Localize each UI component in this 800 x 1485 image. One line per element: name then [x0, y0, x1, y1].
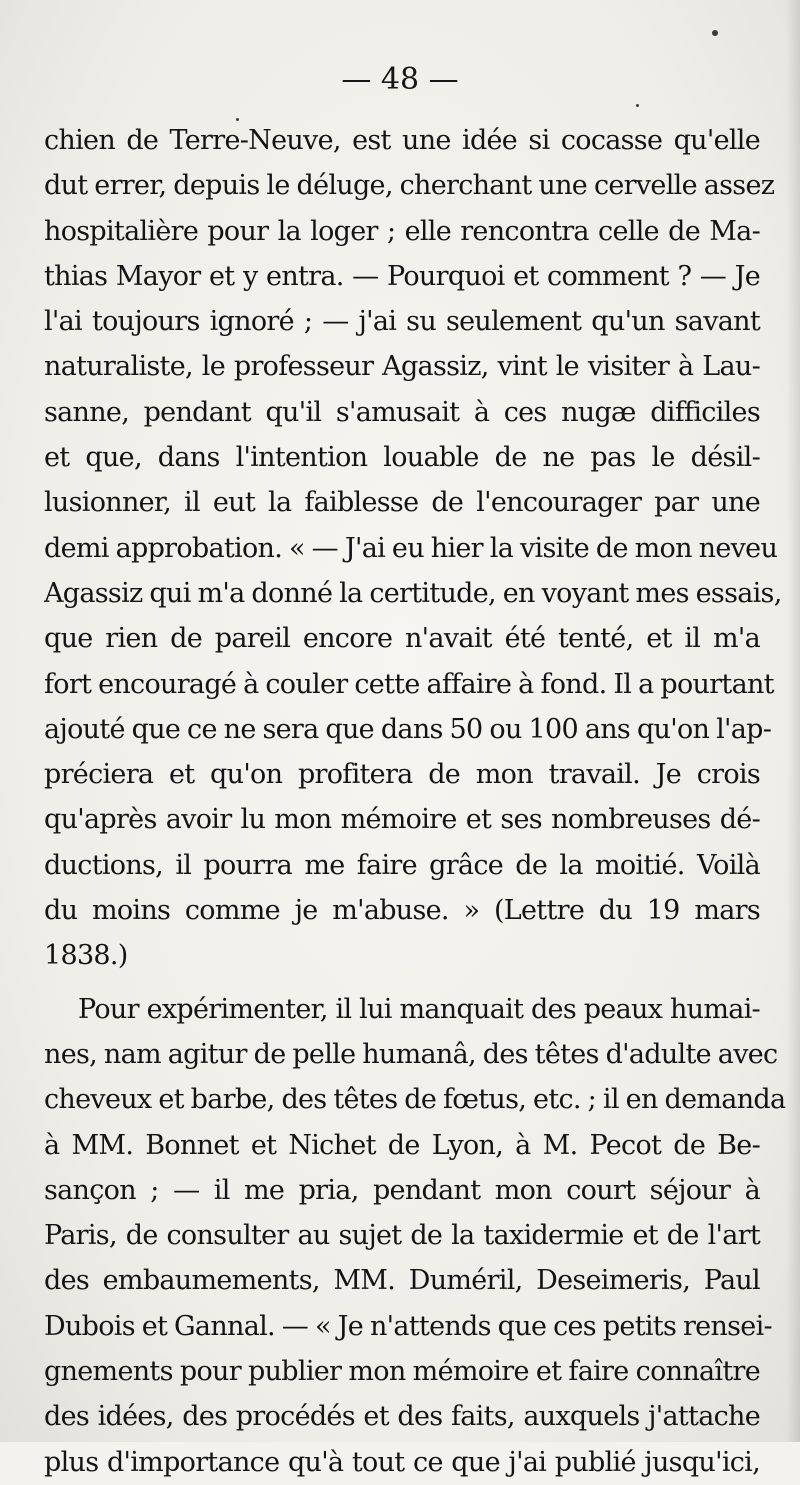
text-line: cheveux et barbe, des têtes de fœtus, etc. ; il en demanda — [44, 1084, 786, 1116]
text-line: l'ai toujours ignoré ; — j'ai su seulement qu'un savant — [44, 306, 760, 338]
text-line: naturaliste, le professeur Agassiz, vint le visiter à Lau- — [44, 351, 760, 383]
text-line: et que, dans l'intention louable de ne pas le désil- — [44, 442, 760, 474]
text-line: thias Mayor et y entra. — Pourquoi et comment ? — Je — [44, 260, 760, 292]
text-line: gnements pour publier mon mémoire et faire connaître — [44, 1356, 760, 1388]
text-line: que rien de pareil encore n'avait été tenté, et il m'a — [44, 623, 760, 655]
text-line: Dubois et Gannal. — « Je n'attends que ces petits rensei- — [44, 1310, 772, 1342]
text-line: Pour expérimenter, il lui manquait des peaux humai- — [78, 993, 760, 1025]
text-line: Agassiz qui m'a donné la certitude, en voyant mes essais, — [44, 577, 782, 609]
text-line: fort encouragé à couler cette affaire à fond. Il a pourtant — [44, 668, 774, 700]
page-number: — 48 — — [341, 62, 459, 97]
text-line: du moins comme je m'abuse. » (Lettre du 19 mars — [44, 895, 760, 927]
text-line: demi approbation. « — J'ai eu hier la visite de mon neveu — [44, 532, 778, 564]
text-line: des idées, des procédés et des faits, auxquels j'attache — [44, 1401, 760, 1433]
text-line: préciera et qu'on profitera de mon travail. Je crois — [44, 759, 760, 791]
text-line: chien de Terre-Neuve, est une idée si cocasse qu'elle — [44, 125, 760, 156]
text-line: lusionner, il eut la faiblesse de l'encourager par une — [44, 487, 760, 519]
page-edge-shadow — [786, 0, 800, 1442]
text-line: ductions, il pourra me faire grâce de la moitié. Voilà — [44, 849, 760, 881]
text-line: Paris, de consulter au sujet de la taxidermie et de l'art — [44, 1220, 760, 1252]
text-line: 1838.) — [44, 940, 128, 972]
text-line: sanne, pendant qu'il s'amusait à ces nugæ difficiles — [44, 396, 760, 428]
ink-speck — [712, 30, 718, 36]
text-line: des embaumements, MM. Duméril, Deseimeris, Paul — [44, 1265, 760, 1297]
ink-speck — [636, 104, 639, 107]
paragraph-gap — [44, 979, 760, 987]
text-line: qu'après avoir lu mon mémoire et ses nombreuses dé- — [44, 804, 760, 836]
text-line: ajouté que ce ne sera que dans 50 ou 100 ans qu'on l'ap- — [44, 713, 772, 745]
text-line: à MM. Bonnet et Nichet de Lyon, à M. Pecot de Be- — [44, 1129, 760, 1161]
text-line: plus d'importance qu'à tout ce que j'ai publié jusqu'ici, — [44, 1446, 760, 1478]
text-line: sançon ; — il me pria, pendant mon court séjour à — [44, 1174, 760, 1206]
body-text — [44, 118, 786, 1485]
text-line: dut errer, depuis le déluge, cherchant une cervelle assez — [44, 170, 775, 202]
text-line: hospitalière pour la loger ; elle rencontra celle de Ma- — [44, 215, 760, 247]
text-line: nes, nam agitur de pelle humanâ, des têtes d'adulte avec — [44, 1038, 778, 1070]
